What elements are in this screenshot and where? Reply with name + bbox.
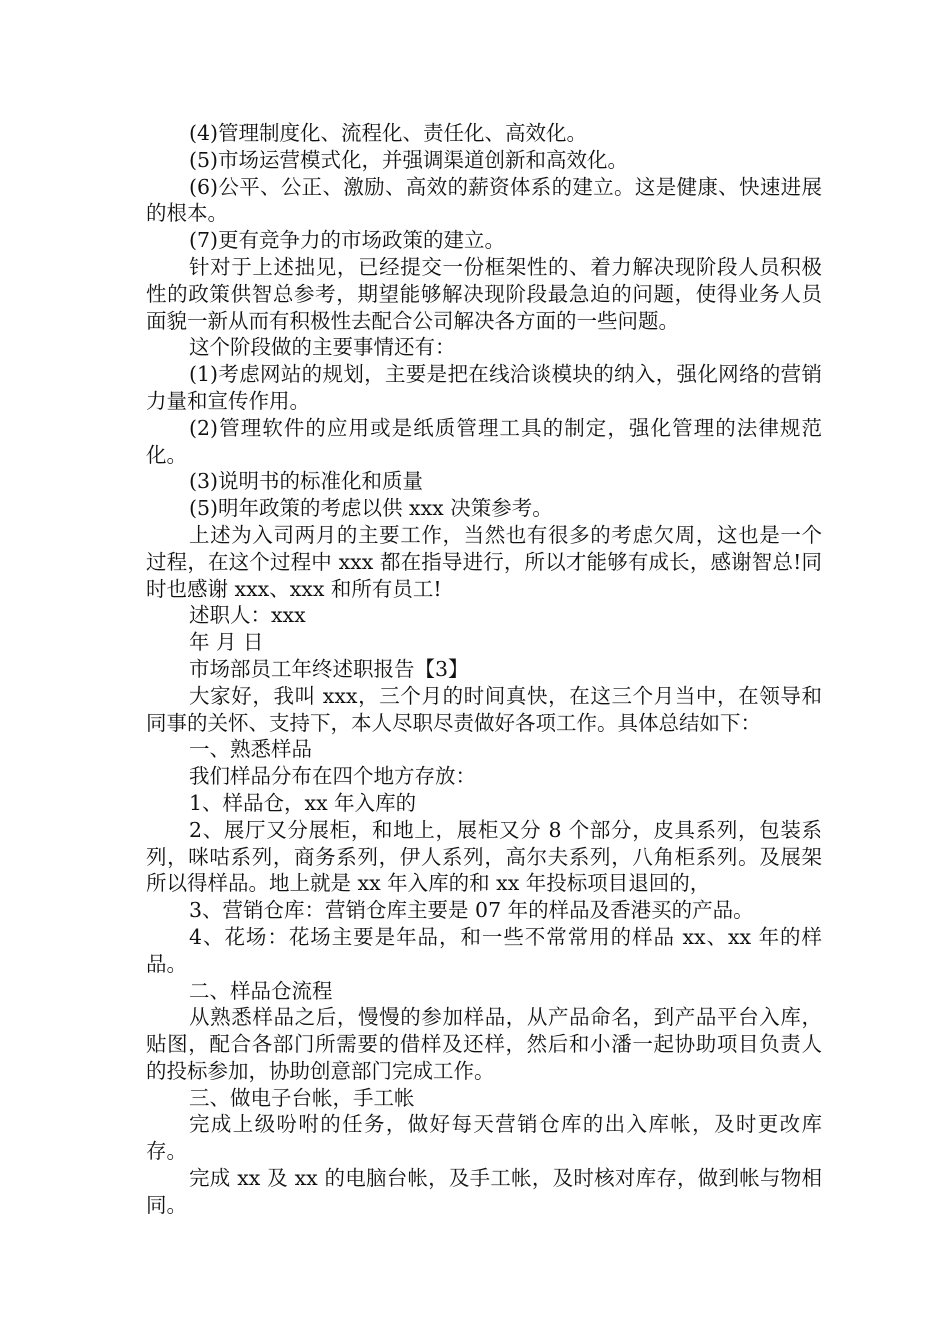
paragraph: 这个阶段做的主要事情还有： bbox=[189, 335, 456, 360]
paragraph: (4)管理制度化、流程化、责任化、高效化。 bbox=[189, 121, 588, 145]
paragraph: 我们样品分布在四个地方存放： bbox=[189, 764, 476, 789]
paragraph: (2)管理软件的应用或是纸质管理工具的制定，强化管理的法律规范化。 bbox=[146, 415, 822, 467]
paragraph: 4、花场：花场主要是年品，和一些不常常用的样品 xx、xx 年的样品。 bbox=[146, 924, 822, 976]
signature-line: 述职人：xxx bbox=[189, 603, 306, 628]
paragraph: (5)明年政策的考虑以供 xxx 决策参考。 bbox=[189, 496, 553, 521]
date-line: 年 月 日 bbox=[189, 630, 264, 655]
heading: 二、样品仓流程 bbox=[189, 978, 333, 1003]
paragraph: 1、样品仓，xx 年入库的 bbox=[189, 790, 417, 815]
paragraph: (7)更有竞争力的市场政策的建立。 bbox=[189, 228, 506, 253]
paragraph: (6)公平、公正、激励、高效的薪资体系的建立。这是健康、快速进展的根本。 bbox=[146, 174, 822, 226]
paragraph: 上述为入司两月的主要工作，当然也有很多的考虑欠周，这也是一个过程，在这个过程中 xxx 都在指导进行，所以才能够有成长，感谢智总!同时也感谢 xxx、xxx 和所有员工! bbox=[146, 522, 822, 601]
paragraph: 针对于上述拙见，已经提交一份框架性的、着力解决现阶段人员积极性的政策供智总参考，期望能够解决现阶段最急迫的问题，使得业务人员面貌一新从而有积极性去配合公司解决各方面的一些问题。 bbox=[146, 254, 822, 333]
paragraph: 完成上级吩咐的任务，做好每天营销仓库的出入库帐，及时更改库存。 bbox=[146, 1112, 822, 1164]
paragraph: (1)考虑网站的规划，主要是把在线洽谈模块的纳入，强化网络的营销力量和宣传作用。 bbox=[146, 362, 822, 413]
paragraph: 大家好，我叫 xxx，三个月的时间真快，在这三个月当中，在领导和同事的关怀、支持下，本人尽职尽责做好各项工作。具体总结如下： bbox=[146, 683, 822, 735]
section-title: 市场部员工年终述职报告【3】 bbox=[189, 656, 469, 681]
paragraph: (5)市场运营模式化，并强调渠道创新和高效化。 bbox=[189, 147, 629, 172]
paragraph: 从熟悉样品之后，慢慢的参加样品，从产品命名，到产品平台入库，贴图，配合各部门所需要的借样及还样，然后和小潘一起协助项目负责人的投标参加，协助创意部门完成工作。 bbox=[146, 1005, 822, 1083]
paragraph: 完成 xx 及 xx 的电脑台帐，及手工帐，及时核对库存，做到帐与物相同。 bbox=[146, 1166, 822, 1217]
document-page bbox=[146, 120, 822, 1219]
paragraph: 3、营销仓库：营销仓库主要是 07 年的样品及香港买的产品。 bbox=[189, 898, 754, 923]
paragraph: (3)说明书的标准化和质量 bbox=[189, 469, 424, 494]
paragraph: 2、展厅又分展柜，和地上，展柜又分 8 个部分，皮具系列，包装系列，咪咕系列，商务系列，伊人系列，高尔夫系列，八角柜系列。及展架所以得样品。地上就是 xx 年入库的和 xx 年投标项目退回的， bbox=[146, 817, 822, 896]
heading: 一、熟悉样品 bbox=[189, 737, 312, 762]
heading: 三、做电子台帐，手工帐 bbox=[189, 1085, 415, 1110]
